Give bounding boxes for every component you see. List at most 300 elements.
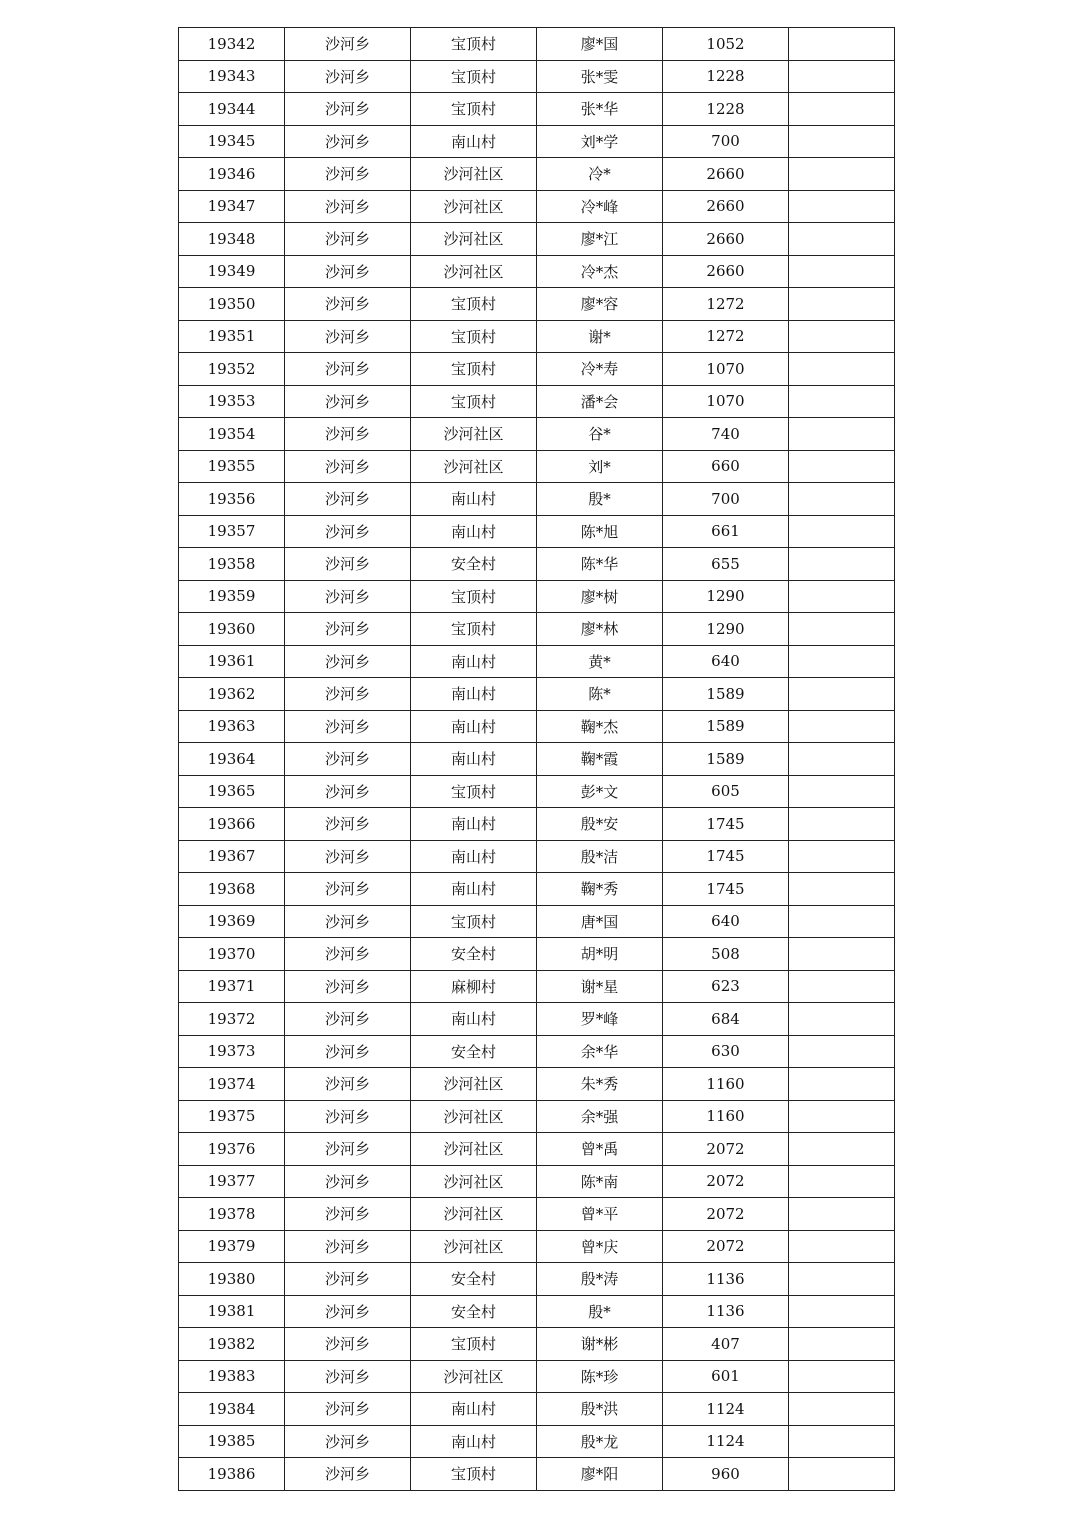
amount-cell: 1290 [663, 613, 789, 646]
remarks-cell [789, 645, 895, 678]
roster-table [178, 27, 895, 1491]
village-cell: 南山村 [411, 678, 537, 711]
table-row [179, 743, 895, 776]
remarks-cell [789, 483, 895, 516]
township-cell: 沙河乡 [285, 28, 411, 61]
township-cell: 沙河乡 [285, 1003, 411, 1036]
village-cell: 南山村 [411, 1425, 537, 1458]
amount-cell: 1745 [663, 840, 789, 873]
remarks-cell [789, 1068, 895, 1101]
table-row [179, 1035, 895, 1068]
township-cell: 沙河乡 [285, 93, 411, 126]
remarks-cell [789, 678, 895, 711]
table-row [179, 1425, 895, 1458]
name-cell: 张*华 [537, 93, 663, 126]
amount-cell: 1589 [663, 678, 789, 711]
village-cell: 南山村 [411, 873, 537, 906]
village-cell: 沙河社区 [411, 190, 537, 223]
serial-number-cell: 19347 [179, 190, 285, 223]
name-cell: 刘*学 [537, 125, 663, 158]
table-row [179, 905, 895, 938]
name-cell: 冷*寿 [537, 353, 663, 386]
township-cell: 沙河乡 [285, 1068, 411, 1101]
amount-cell: 2660 [663, 255, 789, 288]
serial-number-cell: 19346 [179, 158, 285, 191]
name-cell: 殷* [537, 1295, 663, 1328]
township-cell: 沙河乡 [285, 288, 411, 321]
township-cell: 沙河乡 [285, 385, 411, 418]
name-cell: 余*强 [537, 1100, 663, 1133]
table-row [179, 223, 895, 256]
serial-number-cell: 19363 [179, 710, 285, 743]
amount-cell: 2660 [663, 223, 789, 256]
name-cell: 殷*涛 [537, 1263, 663, 1296]
table-row [179, 1393, 895, 1426]
village-cell: 南山村 [411, 840, 537, 873]
township-cell: 沙河乡 [285, 60, 411, 93]
table-row [179, 28, 895, 61]
table-row [179, 93, 895, 126]
name-cell: 陈*华 [537, 548, 663, 581]
village-cell: 沙河社区 [411, 418, 537, 451]
name-cell: 廖*林 [537, 613, 663, 646]
village-cell: 安全村 [411, 1295, 537, 1328]
name-cell: 陈* [537, 678, 663, 711]
village-cell: 沙河社区 [411, 1230, 537, 1263]
amount-cell: 1290 [663, 580, 789, 613]
table-row [179, 938, 895, 971]
village-cell: 南山村 [411, 483, 537, 516]
remarks-cell [789, 1458, 895, 1491]
village-cell: 安全村 [411, 1263, 537, 1296]
table-row [179, 613, 895, 646]
name-cell: 余*华 [537, 1035, 663, 1068]
table-row [179, 873, 895, 906]
name-cell: 冷*杰 [537, 255, 663, 288]
amount-cell: 1228 [663, 93, 789, 126]
amount-cell: 1228 [663, 60, 789, 93]
name-cell: 廖*阳 [537, 1458, 663, 1491]
serial-number-cell: 19378 [179, 1198, 285, 1231]
name-cell: 鞠*杰 [537, 710, 663, 743]
name-cell: 曾*平 [537, 1198, 663, 1231]
remarks-cell [789, 1360, 895, 1393]
table-row [179, 1360, 895, 1393]
table-row [179, 580, 895, 613]
amount-cell: 1160 [663, 1068, 789, 1101]
serial-number-cell: 19357 [179, 515, 285, 548]
amount-cell: 601 [663, 1360, 789, 1393]
remarks-cell [789, 1328, 895, 1361]
serial-number-cell: 19379 [179, 1230, 285, 1263]
village-cell: 宝顶村 [411, 580, 537, 613]
name-cell: 陈*南 [537, 1165, 663, 1198]
table-row [179, 1133, 895, 1166]
name-cell: 谢*星 [537, 970, 663, 1003]
amount-cell: 700 [663, 483, 789, 516]
remarks-cell [789, 938, 895, 971]
village-cell: 宝顶村 [411, 60, 537, 93]
township-cell: 沙河乡 [285, 450, 411, 483]
village-cell: 宝顶村 [411, 1458, 537, 1491]
amount-cell: 1745 [663, 873, 789, 906]
remarks-cell [789, 1003, 895, 1036]
serial-number-cell: 19349 [179, 255, 285, 288]
township-cell: 沙河乡 [285, 1328, 411, 1361]
table-row [179, 515, 895, 548]
serial-number-cell: 19359 [179, 580, 285, 613]
name-cell: 刘* [537, 450, 663, 483]
table-row [179, 1165, 895, 1198]
township-cell: 沙河乡 [285, 223, 411, 256]
name-cell: 廖*容 [537, 288, 663, 321]
table-row [179, 1263, 895, 1296]
township-cell: 沙河乡 [285, 808, 411, 841]
serial-number-cell: 19380 [179, 1263, 285, 1296]
amount-cell: 1272 [663, 320, 789, 353]
amount-cell: 1745 [663, 808, 789, 841]
amount-cell: 2072 [663, 1198, 789, 1231]
village-cell: 南山村 [411, 645, 537, 678]
amount-cell: 655 [663, 548, 789, 581]
amount-cell: 1124 [663, 1425, 789, 1458]
amount-cell: 740 [663, 418, 789, 451]
table-row [179, 645, 895, 678]
amount-cell: 640 [663, 905, 789, 938]
amount-cell: 960 [663, 1458, 789, 1491]
remarks-cell [789, 1100, 895, 1133]
remarks-cell [789, 873, 895, 906]
township-cell: 沙河乡 [285, 1425, 411, 1458]
name-cell: 殷*安 [537, 808, 663, 841]
table-row [179, 450, 895, 483]
remarks-cell [789, 1133, 895, 1166]
township-cell: 沙河乡 [285, 1198, 411, 1231]
serial-number-cell: 19375 [179, 1100, 285, 1133]
amount-cell: 2660 [663, 158, 789, 191]
serial-number-cell: 19382 [179, 1328, 285, 1361]
remarks-cell [789, 125, 895, 158]
township-cell: 沙河乡 [285, 1230, 411, 1263]
remarks-cell [789, 515, 895, 548]
serial-number-cell: 19360 [179, 613, 285, 646]
name-cell: 陈*旭 [537, 515, 663, 548]
table-row [179, 808, 895, 841]
serial-number-cell: 19381 [179, 1295, 285, 1328]
serial-number-cell: 19355 [179, 450, 285, 483]
remarks-cell [789, 1295, 895, 1328]
name-cell: 廖*国 [537, 28, 663, 61]
serial-number-cell: 19373 [179, 1035, 285, 1068]
name-cell: 谷* [537, 418, 663, 451]
township-cell: 沙河乡 [285, 255, 411, 288]
amount-cell: 684 [663, 1003, 789, 1036]
serial-number-cell: 19345 [179, 125, 285, 158]
township-cell: 沙河乡 [285, 840, 411, 873]
village-cell: 沙河社区 [411, 158, 537, 191]
serial-number-cell: 19342 [179, 28, 285, 61]
village-cell: 沙河社区 [411, 1198, 537, 1231]
village-cell: 沙河社区 [411, 1100, 537, 1133]
village-cell: 宝顶村 [411, 93, 537, 126]
serial-number-cell: 19374 [179, 1068, 285, 1101]
name-cell: 胡*明 [537, 938, 663, 971]
remarks-cell [789, 450, 895, 483]
amount-cell: 2072 [663, 1133, 789, 1166]
remarks-cell [789, 1035, 895, 1068]
name-cell: 朱*秀 [537, 1068, 663, 1101]
serial-number-cell: 19348 [179, 223, 285, 256]
name-cell: 鞠*霞 [537, 743, 663, 776]
amount-cell: 1124 [663, 1393, 789, 1426]
village-cell: 沙河社区 [411, 223, 537, 256]
table-row [179, 1230, 895, 1263]
township-cell: 沙河乡 [285, 938, 411, 971]
table-row [179, 385, 895, 418]
amount-cell: 1070 [663, 385, 789, 418]
table-row [179, 255, 895, 288]
name-cell: 殷* [537, 483, 663, 516]
township-cell: 沙河乡 [285, 418, 411, 451]
township-cell: 沙河乡 [285, 158, 411, 191]
remarks-cell [789, 223, 895, 256]
table-row [179, 125, 895, 158]
village-cell: 南山村 [411, 125, 537, 158]
amount-cell: 640 [663, 645, 789, 678]
remarks-cell [789, 28, 895, 61]
serial-number-cell: 19385 [179, 1425, 285, 1458]
table-row [179, 353, 895, 386]
name-cell: 黄* [537, 645, 663, 678]
serial-number-cell: 19386 [179, 1458, 285, 1491]
township-cell: 沙河乡 [285, 1035, 411, 1068]
table-row [179, 775, 895, 808]
township-cell: 沙河乡 [285, 775, 411, 808]
amount-cell: 407 [663, 1328, 789, 1361]
name-cell: 曾*禹 [537, 1133, 663, 1166]
serial-number-cell: 19384 [179, 1393, 285, 1426]
remarks-cell [789, 353, 895, 386]
remarks-cell [789, 288, 895, 321]
serial-number-cell: 19350 [179, 288, 285, 321]
table-row [179, 710, 895, 743]
serial-number-cell: 19367 [179, 840, 285, 873]
table-row [179, 840, 895, 873]
village-cell: 南山村 [411, 1003, 537, 1036]
township-cell: 沙河乡 [285, 1165, 411, 1198]
village-cell: 麻柳村 [411, 970, 537, 1003]
township-cell: 沙河乡 [285, 710, 411, 743]
serial-number-cell: 19362 [179, 678, 285, 711]
township-cell: 沙河乡 [285, 353, 411, 386]
table-row [179, 483, 895, 516]
remarks-cell [789, 905, 895, 938]
township-cell: 沙河乡 [285, 1133, 411, 1166]
serial-number-cell: 19356 [179, 483, 285, 516]
remarks-cell [789, 970, 895, 1003]
amount-cell: 2072 [663, 1165, 789, 1198]
remarks-cell [789, 60, 895, 93]
amount-cell: 1136 [663, 1263, 789, 1296]
remarks-cell [789, 775, 895, 808]
name-cell: 廖*树 [537, 580, 663, 613]
table-row [179, 1458, 895, 1491]
name-cell: 谢* [537, 320, 663, 353]
name-cell: 罗*峰 [537, 1003, 663, 1036]
amount-cell: 661 [663, 515, 789, 548]
remarks-cell [789, 93, 895, 126]
remarks-cell [789, 418, 895, 451]
table-row [179, 1198, 895, 1231]
township-cell: 沙河乡 [285, 1263, 411, 1296]
serial-number-cell: 19371 [179, 970, 285, 1003]
name-cell: 殷*洁 [537, 840, 663, 873]
township-cell: 沙河乡 [285, 873, 411, 906]
village-cell: 南山村 [411, 710, 537, 743]
table-row [179, 158, 895, 191]
village-cell: 南山村 [411, 743, 537, 776]
amount-cell: 2660 [663, 190, 789, 223]
village-cell: 宝顶村 [411, 288, 537, 321]
township-cell: 沙河乡 [285, 515, 411, 548]
township-cell: 沙河乡 [285, 1100, 411, 1133]
remarks-cell [789, 255, 895, 288]
name-cell: 鞠*秀 [537, 873, 663, 906]
table-row [179, 320, 895, 353]
township-cell: 沙河乡 [285, 905, 411, 938]
name-cell: 廖*江 [537, 223, 663, 256]
township-cell: 沙河乡 [285, 613, 411, 646]
remarks-cell [789, 580, 895, 613]
table-row [179, 548, 895, 581]
table-row [179, 1100, 895, 1133]
village-cell: 安全村 [411, 1035, 537, 1068]
amount-cell: 1272 [663, 288, 789, 321]
serial-number-cell: 19351 [179, 320, 285, 353]
name-cell: 潘*会 [537, 385, 663, 418]
township-cell: 沙河乡 [285, 1458, 411, 1491]
table-row [179, 288, 895, 321]
village-cell: 沙河社区 [411, 1068, 537, 1101]
township-cell: 沙河乡 [285, 1393, 411, 1426]
village-cell: 安全村 [411, 548, 537, 581]
table-row [179, 60, 895, 93]
remarks-cell [789, 743, 895, 776]
village-cell: 南山村 [411, 1393, 537, 1426]
serial-number-cell: 19369 [179, 905, 285, 938]
village-cell: 宝顶村 [411, 1328, 537, 1361]
serial-number-cell: 19365 [179, 775, 285, 808]
table-row [179, 1328, 895, 1361]
table-row [179, 970, 895, 1003]
remarks-cell [789, 710, 895, 743]
serial-number-cell: 19352 [179, 353, 285, 386]
township-cell: 沙河乡 [285, 125, 411, 158]
name-cell: 唐*国 [537, 905, 663, 938]
amount-cell: 630 [663, 1035, 789, 1068]
remarks-cell [789, 1263, 895, 1296]
village-cell: 沙河社区 [411, 450, 537, 483]
amount-cell: 1136 [663, 1295, 789, 1328]
remarks-cell [789, 320, 895, 353]
amount-cell: 508 [663, 938, 789, 971]
table-row [179, 190, 895, 223]
remarks-cell [789, 1198, 895, 1231]
village-cell: 宝顶村 [411, 28, 537, 61]
amount-cell: 1070 [663, 353, 789, 386]
name-cell: 谢*彬 [537, 1328, 663, 1361]
serial-number-cell: 19358 [179, 548, 285, 581]
remarks-cell [789, 158, 895, 191]
township-cell: 沙河乡 [285, 970, 411, 1003]
remarks-cell [789, 548, 895, 581]
township-cell: 沙河乡 [285, 580, 411, 613]
township-cell: 沙河乡 [285, 645, 411, 678]
serial-number-cell: 19368 [179, 873, 285, 906]
remarks-cell [789, 840, 895, 873]
village-cell: 宝顶村 [411, 320, 537, 353]
serial-number-cell: 19364 [179, 743, 285, 776]
village-cell: 沙河社区 [411, 1165, 537, 1198]
serial-number-cell: 19353 [179, 385, 285, 418]
village-cell: 宝顶村 [411, 385, 537, 418]
table-row [179, 678, 895, 711]
name-cell: 殷*洪 [537, 1393, 663, 1426]
name-cell: 冷* [537, 158, 663, 191]
village-cell: 南山村 [411, 808, 537, 841]
name-cell: 殷*龙 [537, 1425, 663, 1458]
table-row [179, 418, 895, 451]
township-cell: 沙河乡 [285, 1295, 411, 1328]
amount-cell: 1052 [663, 28, 789, 61]
name-cell: 张*雯 [537, 60, 663, 93]
remarks-cell [789, 1425, 895, 1458]
serial-number-cell: 19366 [179, 808, 285, 841]
serial-number-cell: 19370 [179, 938, 285, 971]
village-cell: 沙河社区 [411, 1360, 537, 1393]
name-cell: 彭*文 [537, 775, 663, 808]
name-cell: 冷*峰 [537, 190, 663, 223]
name-cell: 陈*珍 [537, 1360, 663, 1393]
township-cell: 沙河乡 [285, 1360, 411, 1393]
remarks-cell [789, 385, 895, 418]
township-cell: 沙河乡 [285, 320, 411, 353]
serial-number-cell: 19354 [179, 418, 285, 451]
table-row [179, 1068, 895, 1101]
amount-cell: 623 [663, 970, 789, 1003]
amount-cell: 2072 [663, 1230, 789, 1263]
name-cell: 曾*庆 [537, 1230, 663, 1263]
table-row [179, 1003, 895, 1036]
village-cell: 宝顶村 [411, 613, 537, 646]
township-cell: 沙河乡 [285, 190, 411, 223]
amount-cell: 700 [663, 125, 789, 158]
amount-cell: 1160 [663, 1100, 789, 1133]
township-cell: 沙河乡 [285, 548, 411, 581]
township-cell: 沙河乡 [285, 483, 411, 516]
serial-number-cell: 19377 [179, 1165, 285, 1198]
serial-number-cell: 19344 [179, 93, 285, 126]
remarks-cell [789, 613, 895, 646]
township-cell: 沙河乡 [285, 678, 411, 711]
amount-cell: 660 [663, 450, 789, 483]
village-cell: 宝顶村 [411, 353, 537, 386]
village-cell: 宝顶村 [411, 775, 537, 808]
roster-table-body [179, 28, 895, 1491]
serial-number-cell: 19361 [179, 645, 285, 678]
serial-number-cell: 19372 [179, 1003, 285, 1036]
remarks-cell [789, 1230, 895, 1263]
